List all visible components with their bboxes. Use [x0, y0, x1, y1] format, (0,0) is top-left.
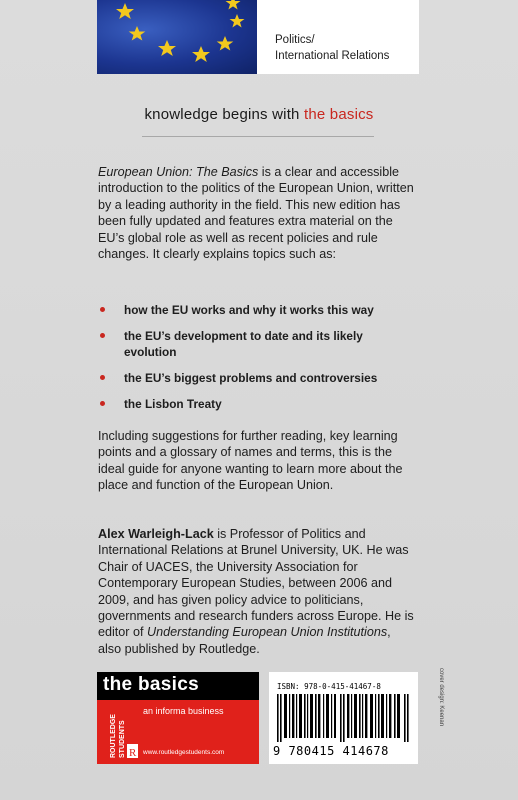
description-text: is a clear and accessible introduction to the politics of the European Union, written by a leading authority in the field. This new edition has been fully updated and features extra material on the EU’s global role as well as recent policies and rule changes. It clearly explains topics such as:: [98, 165, 414, 262]
book-title: European Union: The Basics: [98, 165, 259, 179]
eu-flag-stars: [97, 0, 257, 74]
list-item: [98, 396, 416, 412]
routledge-students-logo: [105, 706, 139, 760]
list-item: [98, 370, 416, 386]
list-item: [98, 328, 416, 360]
isbn-text: ISBN: 978-0-415-41467-8: [277, 682, 381, 691]
series-title: the basics: [103, 674, 199, 695]
topic-text: the EU’s biggest problems and controversies: [124, 371, 378, 385]
bullet-icon: [100, 401, 105, 406]
suggestions-paragraph: Including suggestions for further reading, key learning points and a glossary of names and terms, this is the ideal guide for anyone wanting to learn more about the place and function of the European Union.: [98, 429, 403, 493]
list-item: [98, 302, 416, 318]
description-paragraph: [98, 164, 416, 262]
bullet-icon: [100, 307, 105, 312]
subject-line-1: Politics/: [275, 34, 315, 46]
author-bio: [98, 526, 416, 657]
barcode-box: [269, 672, 418, 764]
barcode-image: [277, 694, 411, 742]
divider-rule: [142, 136, 374, 137]
topic-text: the EU’s development to date and its likely evolution: [124, 329, 363, 359]
topics-list: [98, 300, 416, 412]
brand-url: www.routledgestudents.com: [143, 749, 225, 756]
author-book-title: Understanding European Union Institutions: [147, 625, 388, 640]
tagline-prefix: knowledge begins with: [144, 106, 304, 123]
brand-tagline: an informa business: [143, 706, 224, 716]
series-brand-block: [97, 672, 259, 764]
bullet-icon: [100, 375, 105, 380]
subject-label-box: [257, 0, 419, 74]
barcode-digits: 9 780415 414678: [273, 744, 389, 758]
author-bio-text: is Professor of Politics and International Relations at Brunel University, UK. He was Chair of UACES, the University Association for Contemporary European Studies, between 2006 and 2009, and has given policy advice to politicians, governments and research funders across Europe. He is editor of: [98, 527, 414, 640]
author-bio-end: , also published by Routledge.: [98, 625, 391, 656]
svg-text:R: R: [129, 747, 137, 759]
series-tagline: [0, 106, 518, 123]
topic-text: the Lisbon Treaty: [124, 397, 222, 411]
svg-text:ROUTLEDGE: ROUTLEDGE: [110, 714, 117, 758]
author-name: Alex Warleigh-Lack: [98, 527, 214, 541]
cover-design-credit: cover design: Keenan: [438, 668, 444, 727]
subject-line-2: International Relations: [275, 50, 390, 62]
topic-text: how the EU works and why it works this way: [124, 303, 374, 317]
svg-text:STUDENTS: STUDENTS: [119, 720, 126, 758]
tagline-accent: the basics: [303, 106, 374, 123]
bullet-icon: [100, 333, 105, 338]
eu-flag-image: [97, 0, 257, 74]
